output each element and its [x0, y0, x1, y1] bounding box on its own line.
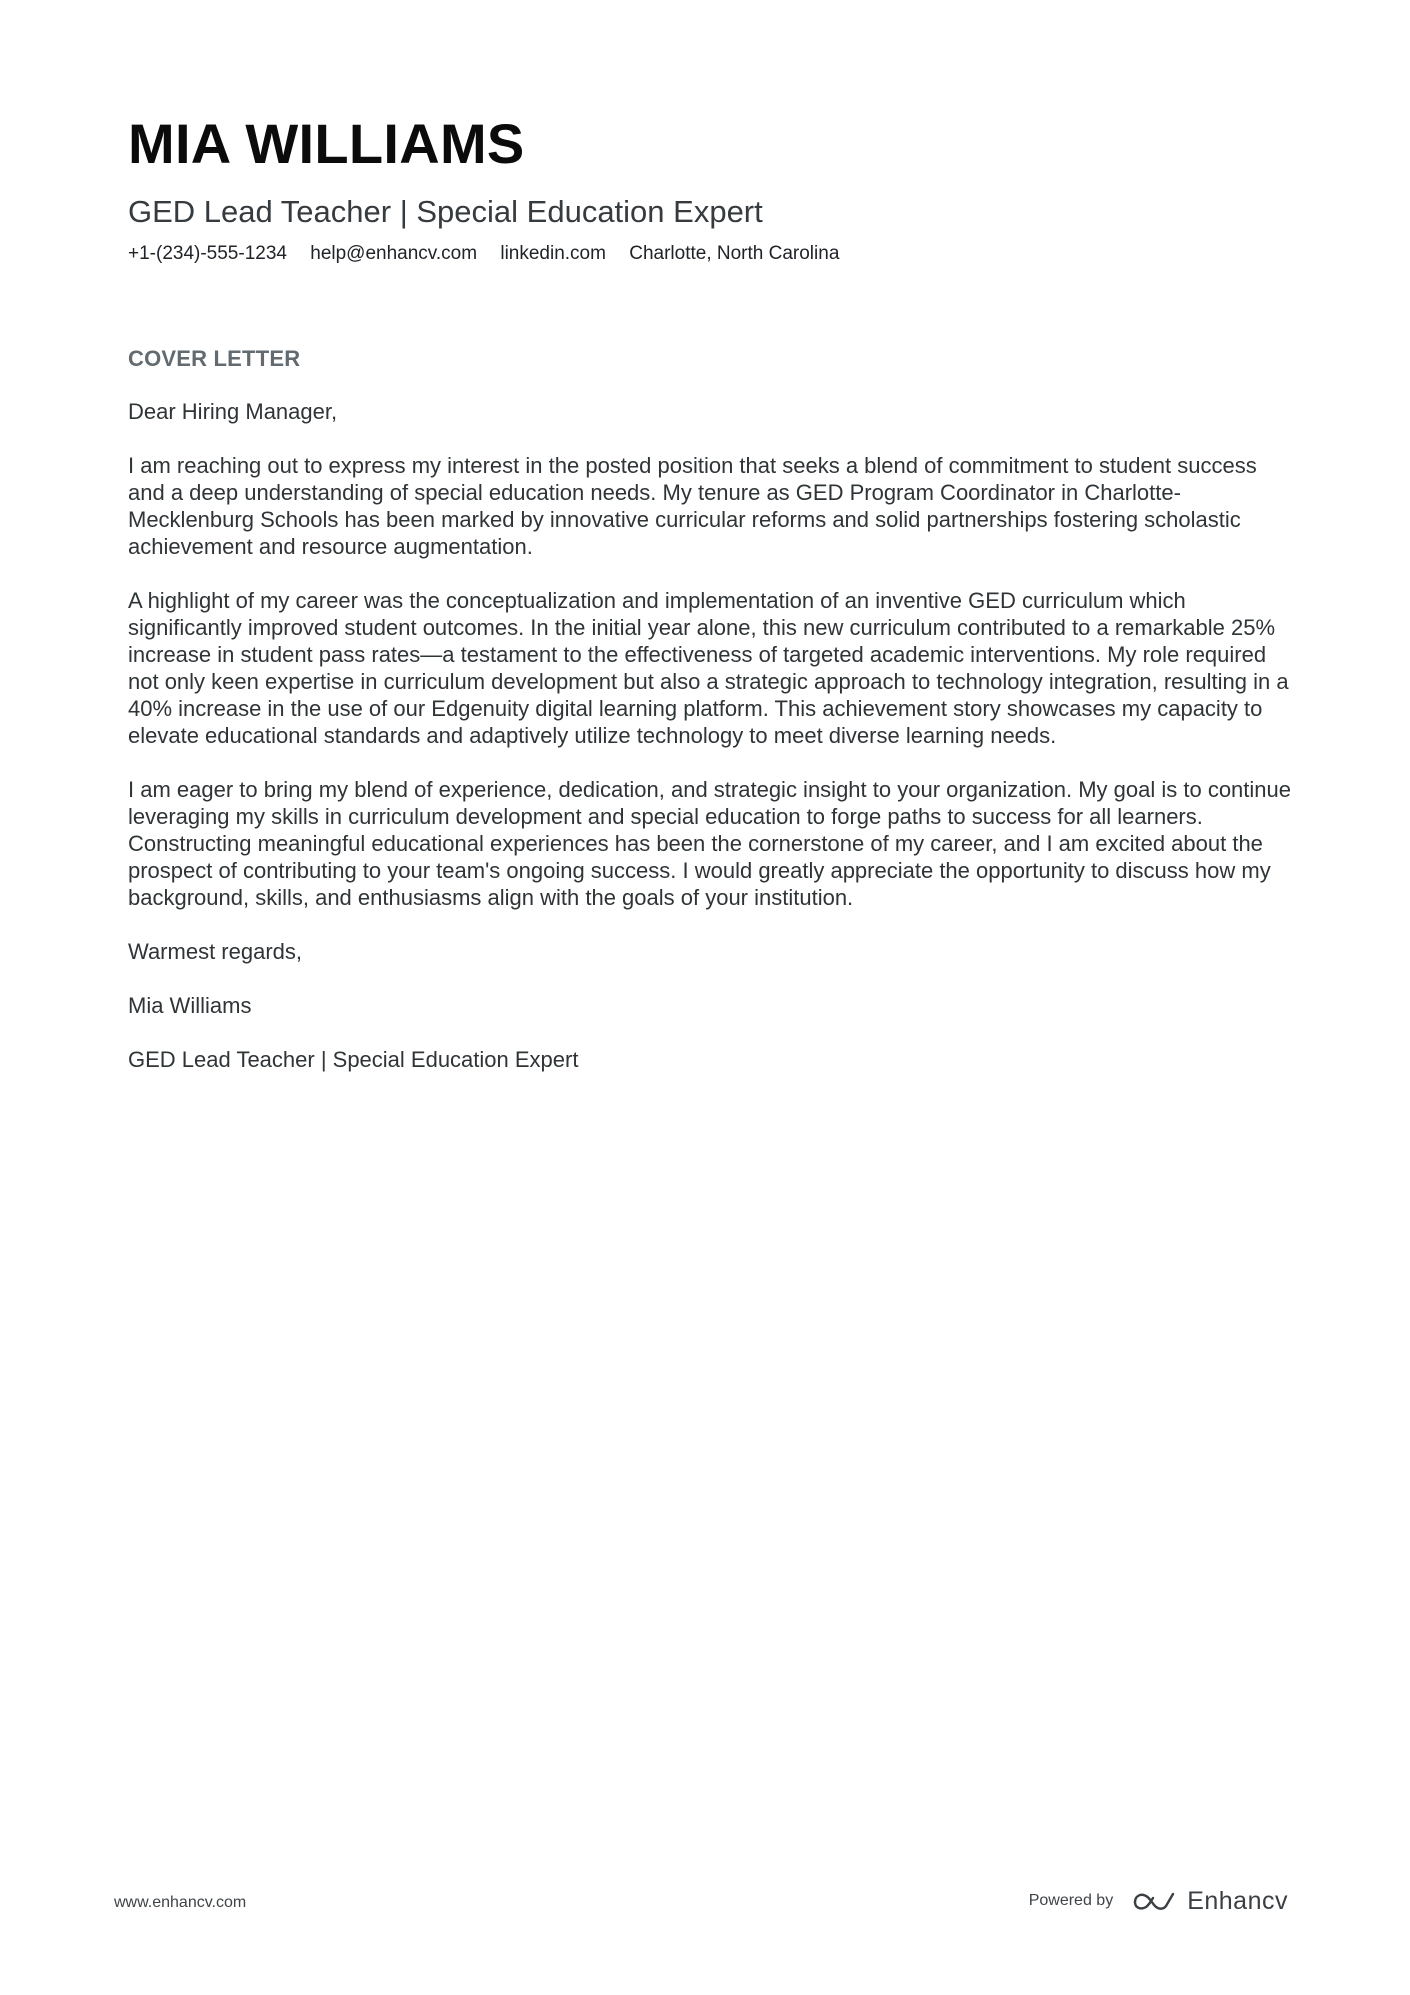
letter-paragraph-1: I am reaching out to express my interest in the posted position that seeks a blend of commitment to student success and a deep understanding of special education needs. My tenure as GED Program Coordinator in Charlotte-Mecklenburg Schools has been marked by innovative curricular reforms and solid partnerships fostering scholastic achievement and resource augmentation.: [128, 453, 1257, 559]
salutation: Dear Hiring Manager,: [128, 399, 338, 424]
email-address: help@enhancv.com: [310, 243, 478, 264]
letter-paragraph-2: A highlight of my career was the conceptualization and implementation of an inventive GED curriculum which significantly improved student outcomes. In the initial year alone, this new curriculum contributed to a remarkable 25% increase in student pass rates—a testament to the effectiveness of targeted academic interventions. My role required not only keen expertise in curriculum development but also a strategic approach to technology integration, resulting in a 40% increase in the use of our Edgenuity digital learning platform. This achievement story showcases my capacity to elevate educational standards and adaptively utilize technology to meet diverse learning needs.: [128, 588, 1289, 748]
enhancv-logo-icon: [1131, 1888, 1177, 1914]
letter-content: [128, 346, 1298, 1073]
phone-number: +1-(234)-555-1234: [128, 243, 287, 264]
brand-name: Enhancv: [1187, 1887, 1288, 1915]
candidate-title: GED Lead Teacher | Special Education Expert: [128, 194, 763, 229]
powered-by-label: Powered by: [1028, 1892, 1114, 1909]
enhancv-logo[interactable]: [1131, 1886, 1288, 1916]
resume-header: [128, 112, 1288, 266]
location: Charlotte, North Carolina: [629, 243, 840, 264]
linkedin-link[interactable]: linkedin.com: [500, 243, 606, 264]
section-title: COVER LETTER: [128, 346, 301, 371]
footer-website[interactable]: www.enhancv.com: [114, 1894, 247, 1911]
signature-name: Mia Williams: [128, 993, 252, 1018]
closing: Warmest regards,: [128, 939, 303, 964]
footer-branding: [1029, 1886, 1288, 1916]
contact-details: [128, 242, 1288, 266]
signature-title: GED Lead Teacher | Special Education Expert: [128, 1047, 579, 1072]
candidate-name: MIA WILLIAMS: [128, 112, 525, 175]
letter-paragraph-3: I am eager to bring my blend of experience, dedication, and strategic insight to your organization. My goal is to continue leveraging my skills in curriculum development and special education to forge paths to success for all learners. Constructing meaningful educational experiences has been the cornerstone of my career, and I am excited about the prospect of contributing to your team's ongoing success. I would greatly appreciate the opportunity to discuss how my background, skills, and enthusiasms align with the goals of your institution.: [128, 777, 1292, 910]
